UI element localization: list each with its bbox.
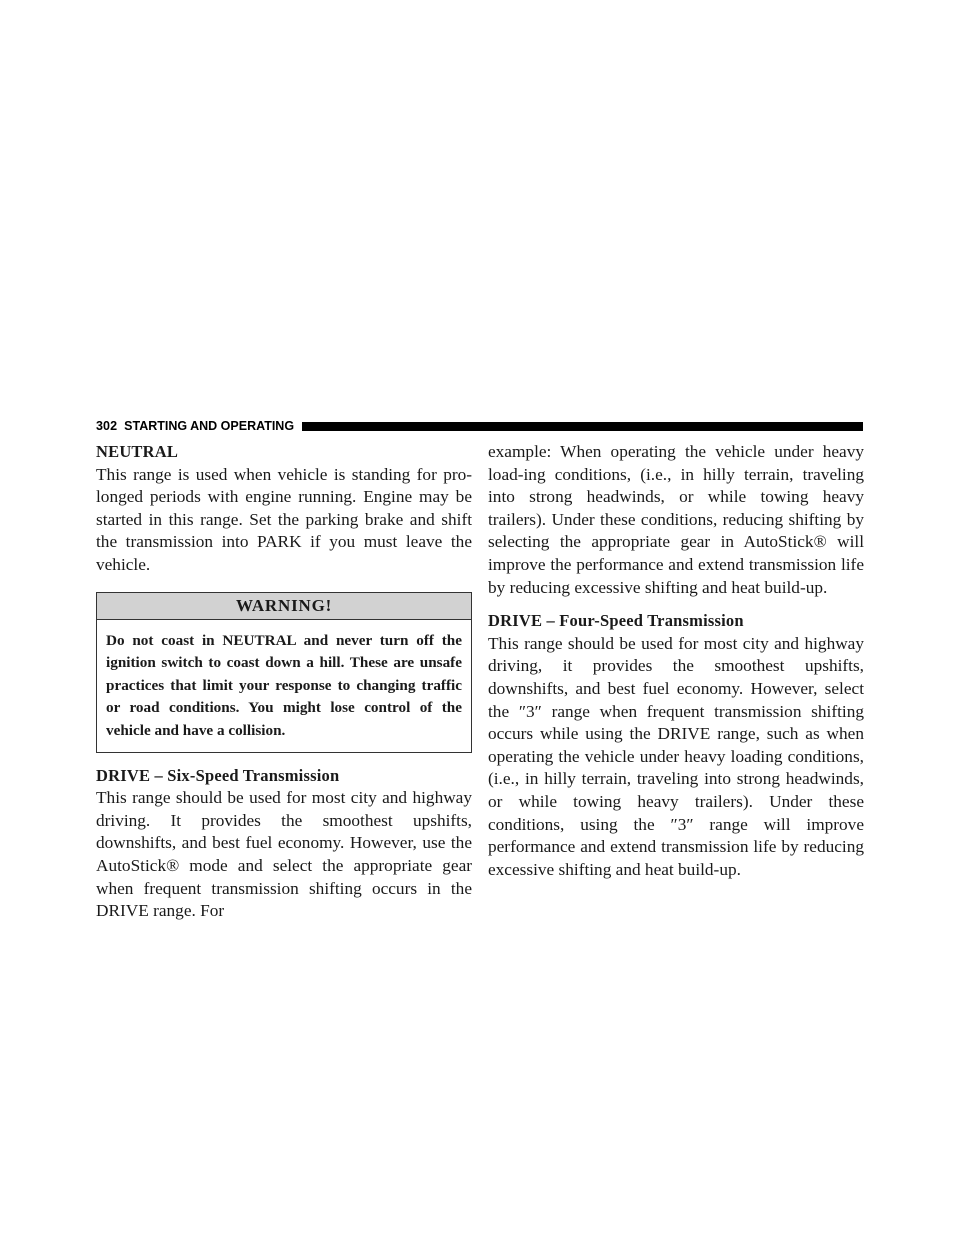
neutral-heading: NEUTRAL	[96, 442, 179, 461]
drive-four-speed-heading: DRIVE – Four-Speed Transmission	[488, 611, 744, 631]
drive-six-speed-heading: DRIVE – Six-Speed Transmission	[96, 765, 340, 785]
left-column	[96, 441, 472, 923]
warning-text: Do not coast in NEUTRAL and never turn off the ignition switch to coast down a hill. These are unsafe practices that limit your response to changing traffic or road conditions. You might lose control of the vehicle and have a collision.	[106, 631, 462, 739]
warning-box	[96, 592, 472, 753]
drive-six-speed-paragraph: This range should be used for most city and highway driving. It provides the smoothest upshifts, downshifts, and best fuel economy. However, use the AutoStick® mode and select the appropriate gear when frequent transmission shifting occurs in the DRIVE range. For	[96, 788, 472, 921]
section-title: STARTING AND OPERATING	[124, 419, 295, 433]
page-header	[96, 419, 863, 433]
neutral-paragraph: This range is used when vehicle is standing for pro-longed periods with engine running. Engine may be started in this range. Set the parking brake and shift the transmission into PARK if you must leave the vehicle.	[96, 464, 472, 574]
right-column	[488, 441, 864, 881]
header-rule	[302, 422, 863, 431]
drive-four-speed-paragraph: This range should be used for most city and highway driving, it provides the smoothest upshifts, downshifts, and best fuel economy. However, select the ″3″ range when frequent transmission shifting occurs while using the DRIVE range, such as when operating the vehicle under heavy loading conditions, (i.e., in hilly terrain, traveling into strong headwinds, or while towing heavy trailers). Under these conditions, using the ″3″ range will improve performance and extend transmission life by reducing excessive shifting and heat build-up.	[488, 633, 864, 879]
page-number: 302	[96, 419, 118, 433]
continuation-paragraph: example: When operating the vehicle under heavy load-ing conditions, (i.e., in hilly terrain, traveling into strong headwinds, or while towing heavy trailers). Under these conditions, reducing shifting by selecting the appropriate gear in AutoStick® will improve the performance and extend transmission life by reducing excessive shifting and heat build-up.	[488, 442, 864, 597]
warning-title: WARNING!	[97, 593, 471, 620]
